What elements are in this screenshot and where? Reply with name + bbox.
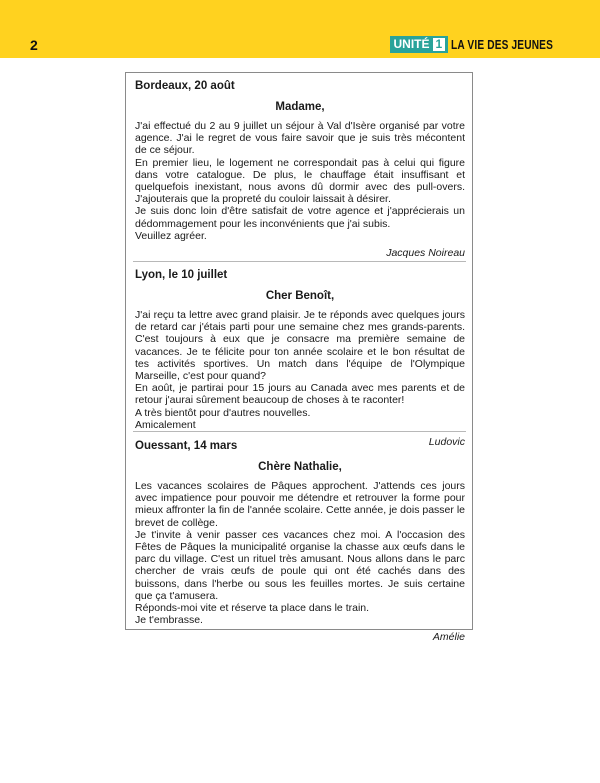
letter-place-date: Bordeaux, 20 août — [135, 80, 235, 92]
letter-paragraph: A très bientôt pour d'autres nouvelles. — [135, 406, 311, 419]
letter-place-date: Lyon, le 10 juillet — [135, 269, 228, 281]
letter-paragraph: J'ai reçu ta lettre avec grand plaisir. Je te réponds avec quelques jours de retard car j'étais parti pour une semaine chez mes grands-parents. C'est toujours à eux que je consacre ma première semaine de vacances. Je te félicite pour ton année scolaire et le bon résultat de tes activités sportives. Un match dans l'équipe de l'Olympique Marseille, c'est pour quand? — [135, 309, 465, 383]
letter-signature: Ludovic — [428, 436, 465, 449]
letter-greeting: Chère Nathalie, — [258, 461, 342, 473]
letter-greeting: Madame, — [275, 101, 325, 113]
letter-signature: Amélie — [432, 631, 465, 644]
letter-bordeaux — [135, 79, 465, 259]
unit-badge — [390, 36, 449, 53]
letter-paragraph: Réponds-moi vite et réserve ta place dans le train. — [135, 602, 370, 615]
letter-body — [135, 120, 465, 242]
letter-paragraph: En premier lieu, le logement ne correspondait pas à celui qui figure dans votre catalogue. De plus, le chauffage était insuffisant et quelquefois inexistant, nous avons dû dormir avec des pull-overs. J'ajouterais que la propreté du couloir laissait à désirer. — [135, 156, 465, 206]
unit-tag — [390, 36, 582, 53]
letter-paragraph: J'ai effectué du 2 au 9 juillet un séjour à Val d'Isère organisé par votre agence. J'ai le regret de vous faire savoir que je suis très mécontent de ce séjour. — [135, 120, 465, 157]
letter-lyon — [135, 268, 465, 448]
letter-greeting: Cher Benoît, — [265, 290, 335, 302]
letter-body — [135, 480, 465, 626]
page-number: 2 — [30, 37, 38, 53]
letter-place-date: Ouessant, 14 mars — [135, 440, 238, 452]
letter-paragraph: En août, je partirai pour 15 jours au Canada avec mes parents et de retour j'aurai sûrement beaucoup de choses à te raconter! — [135, 382, 465, 407]
letter-paragraph: Veuillez agréer. — [135, 229, 207, 242]
letter-paragraph: Je t'embrasse. — [135, 614, 203, 627]
letter-paragraph: Amicalement — [135, 418, 196, 431]
letter-paragraph: Je suis donc loin d'être satisfait de votre agence et j'apprécierais un dédommagement pour les inconvénients que j'ai subis. — [135, 205, 465, 230]
unit-title: LA VIE DES JEUNES — [451, 37, 554, 52]
letter-paragraph: Je t'invite à venir passer ces vacances chez moi. A l'occasion des Fêtes de Pâques la municipalité organise la chasse aux œufs dans le parc du village. C'est un rituel très amusant. Nous allons dans le parc chercher de vrais œufs de poule qui ont été cachés dans des buissons, dans l'herbe ou sous les feuilles mortes. Je suis certaine que ça t'amusera. — [135, 528, 465, 602]
letter-body — [135, 309, 465, 431]
letters-card — [125, 72, 473, 644]
letter-paragraph: Les vacances scolaires de Pâques approchent. J'attends ces jours avec impatience pour pouvoir me détendre et retrouver la forme pour mieux affronter la fin de l'année scolaire. Cette année, je dois passer le brevet de collège. — [135, 480, 465, 529]
letter-divider — [133, 261, 466, 262]
letter-signature: Jacques Noireau — [386, 247, 465, 260]
unit-label: UNITÉ — [393, 37, 430, 51]
letter-ouessant — [135, 439, 465, 643]
unit-number: 1 — [433, 38, 446, 51]
letter-divider — [133, 431, 466, 432]
